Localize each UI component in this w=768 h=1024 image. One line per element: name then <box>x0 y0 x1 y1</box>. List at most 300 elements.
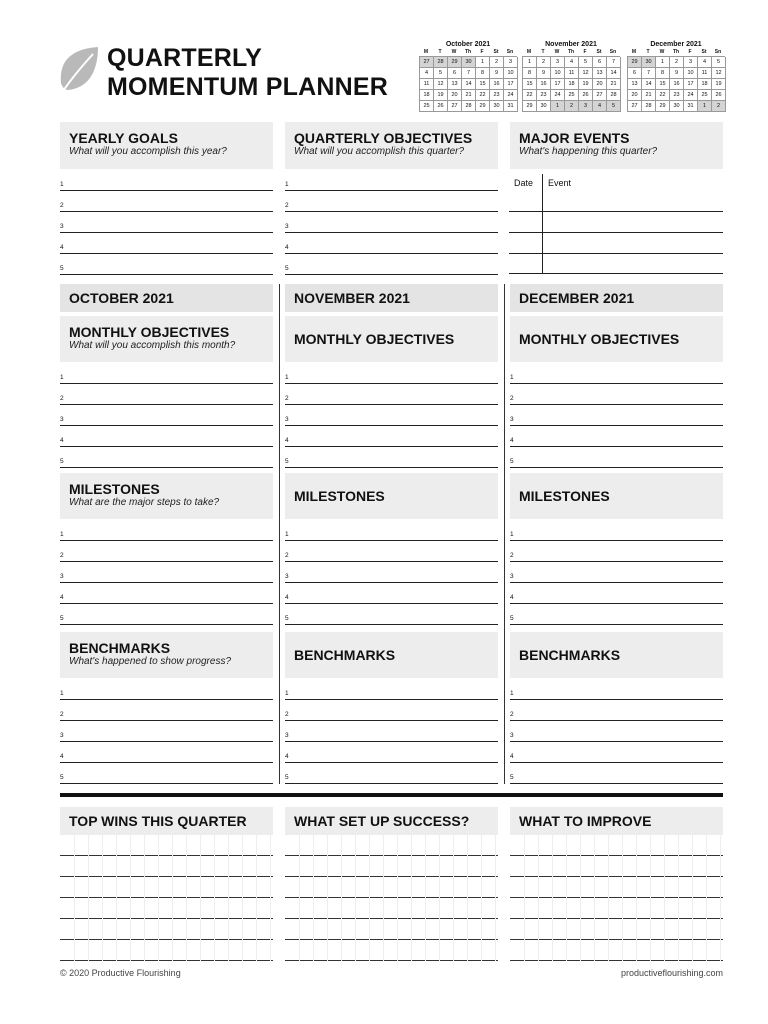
writing-line[interactable] <box>60 742 273 763</box>
calendar-day: 8 <box>656 68 670 79</box>
calendar-day: 6 <box>628 68 642 79</box>
day-of-week-label: M <box>423 49 429 55</box>
calendar-day: 2 <box>537 57 551 68</box>
benchmarks-header <box>510 632 723 678</box>
line-number: 3 <box>60 573 64 580</box>
calendar-day: 18 <box>420 90 434 101</box>
success-header <box>285 807 498 835</box>
section-title: YEARLY GOALS <box>69 130 178 146</box>
writing-line[interactable] <box>60 191 273 212</box>
calendar-day: 4 <box>698 57 712 68</box>
writing-line[interactable] <box>285 212 498 233</box>
mini-calendar-november <box>522 40 620 112</box>
date-column-label: Date <box>514 178 534 188</box>
day-of-week-label: T <box>438 49 442 55</box>
day-of-week-label: Th <box>464 49 472 55</box>
major-events-header <box>510 122 723 169</box>
calendar-day: 22 <box>523 90 537 101</box>
yearly-goals-header <box>60 122 273 169</box>
writing-line[interactable] <box>510 405 723 426</box>
milestones-header <box>285 473 498 519</box>
line-number: 3 <box>285 416 289 423</box>
calendar-day: 17 <box>551 79 565 90</box>
writing-line[interactable] <box>60 604 273 625</box>
line-number: 3 <box>285 573 289 580</box>
section-title: MONTHLY OBJECTIVES <box>519 331 680 347</box>
milestones-lines <box>285 520 498 625</box>
calendar-day: 29 <box>476 101 490 112</box>
section-title: MAJOR EVENTS <box>519 130 630 146</box>
benchmarks-lines <box>285 679 498 784</box>
calendar-day: 30 <box>490 101 504 112</box>
line-number: 4 <box>285 753 289 760</box>
line-number: 1 <box>285 181 289 188</box>
monthly-objectives-lines <box>510 363 723 468</box>
line-number: 4 <box>510 753 514 760</box>
writing-line[interactable] <box>285 254 498 275</box>
calendar-day: 5 <box>607 101 621 112</box>
calendar-day: 14 <box>642 79 656 90</box>
writing-line[interactable] <box>285 562 498 583</box>
line-number: 4 <box>285 594 289 601</box>
month-header-october <box>60 284 273 312</box>
writing-line[interactable] <box>60 541 273 562</box>
calendar-day: 1 <box>523 57 537 68</box>
line-number: 4 <box>510 594 514 601</box>
line-number: 5 <box>285 615 289 622</box>
writing-line[interactable] <box>510 763 723 784</box>
writing-line[interactable] <box>285 700 498 721</box>
line-number: 5 <box>285 265 289 272</box>
calendar-day: 15 <box>476 79 490 90</box>
line-number: 5 <box>60 265 64 272</box>
section-title: MILESTONES <box>69 481 160 497</box>
line-number: 1 <box>285 531 289 538</box>
line-number: 2 <box>510 552 514 559</box>
writing-line[interactable] <box>285 604 498 625</box>
line-number: 3 <box>510 573 514 580</box>
calendar-day: 6 <box>593 57 607 68</box>
line-number: 5 <box>510 615 514 622</box>
section-title: MONTHLY OBJECTIVES <box>294 331 455 347</box>
line-number: 2 <box>60 711 64 718</box>
line-number: 5 <box>60 458 64 465</box>
calendar-day: 28 <box>434 57 448 68</box>
writing-line[interactable] <box>285 447 498 468</box>
calendar-day: 3 <box>579 101 593 112</box>
line-number: 3 <box>285 223 289 230</box>
section-subtitle: What's happening this quarter? <box>519 146 658 157</box>
line-number: 4 <box>60 437 64 444</box>
writing-line[interactable] <box>510 583 723 604</box>
writing-line[interactable] <box>60 679 273 700</box>
calendar-day: 27 <box>420 57 434 68</box>
writing-line[interactable] <box>60 233 273 254</box>
calendar-day: 25 <box>420 101 434 112</box>
line-number: 3 <box>60 732 64 739</box>
section-title: BENCHMARKS <box>519 647 621 663</box>
calendar-day: 7 <box>642 68 656 79</box>
quarterly-objectives-lines <box>285 170 498 275</box>
writing-line[interactable] <box>285 170 498 191</box>
writing-line[interactable] <box>60 520 273 541</box>
calendar-day: 4 <box>565 57 579 68</box>
calendar-day: 15 <box>523 79 537 90</box>
calendar-day: 29 <box>656 101 670 112</box>
writing-line[interactable] <box>285 520 498 541</box>
calendar-day: 24 <box>551 90 565 101</box>
calendar-day: 4 <box>593 101 607 112</box>
calendar-day: 17 <box>504 79 518 90</box>
calendar-day: 31 <box>684 101 698 112</box>
calendar-day: 19 <box>434 90 448 101</box>
section-title: QUARTERLY OBJECTIVES <box>294 130 473 146</box>
calendar-day: 5 <box>579 57 593 68</box>
calendar-day: 7 <box>607 57 621 68</box>
monthly-objectives-lines <box>285 363 498 468</box>
writing-line[interactable] <box>285 742 498 763</box>
month-title: DECEMBER 2021 <box>519 290 635 306</box>
calendar-day: 3 <box>504 57 518 68</box>
title-line-2: MOMENTUM PLANNER <box>107 73 388 101</box>
line-number: 5 <box>60 615 64 622</box>
calendar-day: 8 <box>523 68 537 79</box>
calendar-day: 5 <box>434 68 448 79</box>
calendar-day: 19 <box>712 79 726 90</box>
calendar-day: 28 <box>642 101 656 112</box>
calendar-day: 9 <box>490 68 504 79</box>
calendar-day: 17 <box>684 79 698 90</box>
line-number: 1 <box>60 531 64 538</box>
milestones-header <box>60 473 273 519</box>
line-number: 2 <box>510 395 514 402</box>
calendar-day: 11 <box>698 68 712 79</box>
writing-line[interactable] <box>285 191 498 212</box>
calendar-day: 29 <box>448 57 462 68</box>
title-line-1: QUARTERLY <box>107 44 263 72</box>
line-number: 5 <box>60 774 64 781</box>
writing-line[interactable] <box>60 583 273 604</box>
monthly-objectives-header <box>510 316 723 362</box>
writing-line[interactable] <box>285 233 498 254</box>
calendar-day: 27 <box>628 101 642 112</box>
calendar-day: 2 <box>670 57 684 68</box>
writing-line[interactable] <box>60 763 273 784</box>
writing-line[interactable] <box>60 426 273 447</box>
calendar-day: 28 <box>462 101 476 112</box>
calendar-day: 27 <box>448 101 462 112</box>
writing-line[interactable] <box>510 363 723 384</box>
calendar-day: 30 <box>670 101 684 112</box>
day-of-week-label: T <box>541 49 545 55</box>
writing-line[interactable] <box>510 447 723 468</box>
day-of-week-label: Sn <box>506 49 514 55</box>
calendar-day: 14 <box>462 79 476 90</box>
calendar-day: 23 <box>490 90 504 101</box>
day-of-week-label: St <box>701 49 707 55</box>
calendar-day: 25 <box>565 90 579 101</box>
benchmarks-header <box>285 632 498 678</box>
writing-line[interactable] <box>60 212 273 233</box>
mini-calendar-october <box>419 40 517 112</box>
calendar-day: 29 <box>523 101 537 112</box>
line-number: 5 <box>510 458 514 465</box>
day-of-week-label: Sn <box>609 49 617 55</box>
leaf-logo-icon <box>58 46 100 92</box>
calendar-day: 24 <box>684 90 698 101</box>
calendar-day: 7 <box>462 68 476 79</box>
writing-line[interactable] <box>510 679 723 700</box>
day-of-week-label: F <box>688 49 692 55</box>
day-of-week-label: Sn <box>714 49 722 55</box>
section-title: WHAT TO IMPROVE <box>519 813 652 829</box>
writing-line[interactable] <box>285 363 498 384</box>
calendar-day: 30 <box>537 101 551 112</box>
yearly-goals-lines <box>60 170 273 275</box>
calendar-day: 14 <box>607 68 621 79</box>
calendar-day: 16 <box>490 79 504 90</box>
line-number: 1 <box>285 690 289 697</box>
calendar-day: 19 <box>579 79 593 90</box>
calendar-day: 1 <box>551 101 565 112</box>
mini-calendar-december <box>627 40 725 112</box>
line-number: 1 <box>510 531 514 538</box>
section-subtitle: What will you accomplish this quarter? <box>294 146 465 157</box>
calendar-day: 16 <box>670 79 684 90</box>
calendar-day: 11 <box>420 79 434 90</box>
calendar-day: 28 <box>607 90 621 101</box>
calendar-day: 20 <box>593 79 607 90</box>
improve-header <box>510 807 723 835</box>
writing-line[interactable] <box>285 405 498 426</box>
writing-line[interactable] <box>60 721 273 742</box>
writing-line[interactable] <box>510 426 723 447</box>
calendar-day: 20 <box>628 90 642 101</box>
calendar-day: 1 <box>656 57 670 68</box>
line-number: 1 <box>510 374 514 381</box>
month-title: OCTOBER 2021 <box>69 290 174 306</box>
calendar-day: 23 <box>670 90 684 101</box>
section-divider <box>60 793 723 797</box>
line-number: 4 <box>60 244 64 251</box>
writing-line[interactable] <box>510 562 723 583</box>
event-column-label: Event <box>548 178 572 188</box>
section-title: TOP WINS THIS QUARTER <box>69 813 247 829</box>
line-number: 1 <box>60 690 64 697</box>
calendar-day: 8 <box>476 68 490 79</box>
writing-line[interactable] <box>60 405 273 426</box>
benchmarks-lines <box>510 679 723 784</box>
calendar-day: 2 <box>565 101 579 112</box>
calendar-day: 20 <box>448 90 462 101</box>
milestones-lines <box>60 520 273 625</box>
line-number: 3 <box>510 416 514 423</box>
section-title: WHAT SET UP SUCCESS? <box>294 813 470 829</box>
writing-line[interactable] <box>60 384 273 405</box>
calendar-day: 5 <box>712 57 726 68</box>
line-number: 3 <box>60 223 64 230</box>
day-of-week-label: St <box>493 49 499 55</box>
writing-line[interactable] <box>60 254 273 275</box>
section-title: MONTHLY OBJECTIVES <box>69 324 230 340</box>
calendar-day: 2 <box>490 57 504 68</box>
writing-line[interactable] <box>510 520 723 541</box>
line-number: 5 <box>510 774 514 781</box>
calendar-day: 1 <box>698 101 712 112</box>
top-wins-writing-area[interactable] <box>60 835 273 961</box>
line-number: 4 <box>60 753 64 760</box>
quarterly-objectives-header <box>285 122 498 169</box>
writing-line[interactable] <box>60 170 273 191</box>
line-number: 3 <box>510 732 514 739</box>
mini-calendar-month: November 2021 <box>545 41 597 48</box>
milestones-header <box>510 473 723 519</box>
calendar-day: 24 <box>504 90 518 101</box>
writing-line[interactable] <box>60 447 273 468</box>
writing-line[interactable] <box>285 541 498 562</box>
writing-line[interactable] <box>285 763 498 784</box>
calendar-day: 3 <box>551 57 565 68</box>
calendar-day: 12 <box>434 79 448 90</box>
month-header-november <box>285 284 498 312</box>
section-subtitle: What's happened to show progress? <box>69 656 232 667</box>
day-of-week-label: M <box>631 49 637 55</box>
calendar-day: 23 <box>537 90 551 101</box>
improve-writing-area[interactable] <box>510 835 723 961</box>
footer-copyright: © 2020 Productive Flourishing <box>60 968 181 978</box>
writing-line[interactable] <box>510 721 723 742</box>
mini-calendar-month: December 2021 <box>650 41 702 48</box>
line-number: 2 <box>285 395 289 402</box>
writing-line[interactable] <box>510 541 723 562</box>
line-number: 2 <box>285 711 289 718</box>
calendar-day: 30 <box>642 57 656 68</box>
day-of-week-label: W <box>659 49 665 55</box>
mini-calendar-month: October 2021 <box>445 41 491 48</box>
writing-line[interactable] <box>60 363 273 384</box>
day-of-week-label: Th <box>567 49 575 55</box>
major-events-table <box>509 174 723 274</box>
calendar-day: 27 <box>593 90 607 101</box>
calendar-day: 12 <box>579 68 593 79</box>
benchmarks-header <box>60 632 273 678</box>
calendar-day: 11 <box>565 68 579 79</box>
calendar-day: 21 <box>642 90 656 101</box>
calendar-day: 13 <box>628 79 642 90</box>
line-number: 4 <box>510 437 514 444</box>
calendar-day: 10 <box>551 68 565 79</box>
calendar-day: 22 <box>656 90 670 101</box>
writing-line[interactable] <box>60 562 273 583</box>
writing-line[interactable] <box>510 604 723 625</box>
calendar-day: 30 <box>462 57 476 68</box>
calendar-day: 9 <box>670 68 684 79</box>
calendar-day: 10 <box>684 68 698 79</box>
section-title: MILESTONES <box>519 488 610 504</box>
line-number: 1 <box>60 374 64 381</box>
line-number: 1 <box>60 181 64 188</box>
writing-line[interactable] <box>285 384 498 405</box>
milestones-lines <box>510 520 723 625</box>
calendar-day: 6 <box>448 68 462 79</box>
line-number: 2 <box>510 711 514 718</box>
top-wins-header <box>60 807 273 835</box>
writing-line[interactable] <box>510 700 723 721</box>
writing-line[interactable] <box>510 742 723 763</box>
calendar-day: 18 <box>698 79 712 90</box>
calendar-day: 26 <box>434 101 448 112</box>
calendar-day: 13 <box>448 79 462 90</box>
calendar-day: 2 <box>712 101 726 112</box>
calendar-day: 1 <box>476 57 490 68</box>
day-of-week-label: F <box>583 49 587 55</box>
calendar-day: 16 <box>537 79 551 90</box>
calendar-day: 26 <box>712 90 726 101</box>
writing-line[interactable] <box>60 700 273 721</box>
calendar-day: 3 <box>684 57 698 68</box>
line-number: 4 <box>285 244 289 251</box>
writing-line[interactable] <box>285 426 498 447</box>
line-number: 2 <box>60 552 64 559</box>
calendar-day: 25 <box>698 90 712 101</box>
calendar-day: 4 <box>420 68 434 79</box>
section-subtitle: What will you accomplish this year? <box>69 146 227 157</box>
monthly-objectives-header <box>60 316 273 362</box>
line-number: 3 <box>285 732 289 739</box>
writing-line[interactable] <box>510 384 723 405</box>
day-of-week-label: W <box>554 49 560 55</box>
calendar-day: 9 <box>537 68 551 79</box>
benchmarks-lines <box>60 679 273 784</box>
page-title <box>107 44 388 102</box>
calendar-day: 29 <box>628 57 642 68</box>
success-writing-area[interactable] <box>285 835 498 961</box>
line-number: 1 <box>510 690 514 697</box>
line-number: 1 <box>285 374 289 381</box>
section-title: BENCHMARKS <box>69 640 171 656</box>
line-number: 2 <box>285 552 289 559</box>
calendar-day: 21 <box>462 90 476 101</box>
line-number: 5 <box>285 458 289 465</box>
calendar-day: 26 <box>579 90 593 101</box>
writing-line[interactable] <box>285 721 498 742</box>
day-of-week-label: W <box>451 49 457 55</box>
calendar-day: 21 <box>607 79 621 90</box>
section-subtitle: What will you accomplish this month? <box>69 340 236 351</box>
calendar-day: 31 <box>504 101 518 112</box>
calendar-day: 10 <box>504 68 518 79</box>
line-number: 5 <box>285 774 289 781</box>
section-subtitle: What are the major steps to take? <box>69 497 220 508</box>
line-number: 2 <box>285 202 289 209</box>
line-number: 4 <box>60 594 64 601</box>
day-of-week-label: M <box>526 49 532 55</box>
day-of-week-label: St <box>596 49 602 55</box>
line-number: 2 <box>60 202 64 209</box>
calendar-day: 13 <box>593 68 607 79</box>
monthly-objectives-header <box>285 316 498 362</box>
monthly-objectives-lines <box>60 363 273 468</box>
line-number: 4 <box>285 437 289 444</box>
calendar-day: 22 <box>476 90 490 101</box>
section-title: MILESTONES <box>294 488 385 504</box>
line-number: 3 <box>60 416 64 423</box>
writing-line[interactable] <box>285 583 498 604</box>
month-title: NOVEMBER 2021 <box>294 290 410 306</box>
writing-line[interactable] <box>285 679 498 700</box>
calendar-day: 15 <box>656 79 670 90</box>
footer-website: productiveflourishing.com <box>620 968 723 978</box>
